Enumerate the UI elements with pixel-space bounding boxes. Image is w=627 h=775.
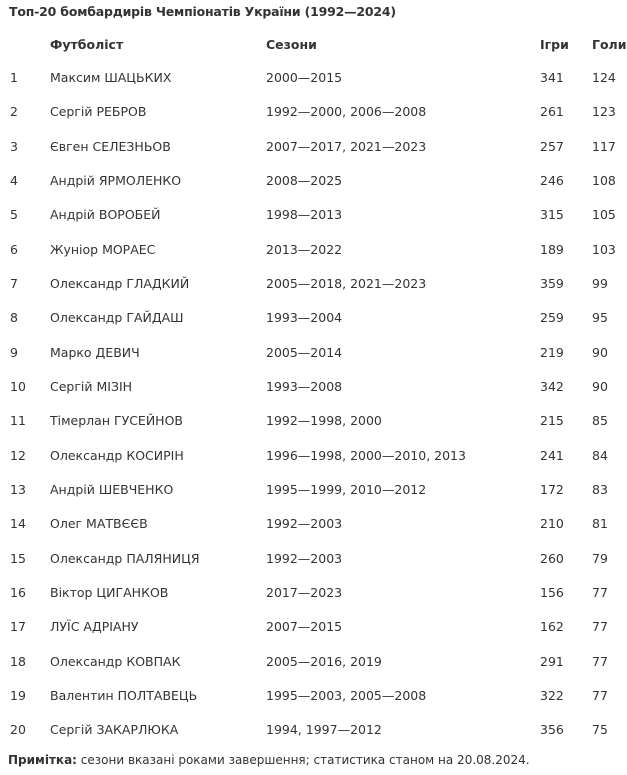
rank-cell: 17 xyxy=(10,619,26,635)
seasons-cell: 2017—2023 xyxy=(266,584,343,600)
rank-cell: 20 xyxy=(10,722,26,738)
table-row xyxy=(0,70,627,104)
footnote-label: Примітка: xyxy=(8,753,77,767)
column-header-player: Футболіст xyxy=(50,37,124,52)
table-row xyxy=(0,207,627,241)
table-row xyxy=(0,722,627,756)
games-cell: 219 xyxy=(540,344,564,360)
player-name-cell: Марко ДЕВИЧ xyxy=(50,344,140,360)
rank-cell: 15 xyxy=(10,550,26,566)
goals-cell: 99 xyxy=(592,275,608,291)
table-row xyxy=(0,379,627,413)
goals-cell: 123 xyxy=(592,104,616,120)
rank-cell: 2 xyxy=(10,104,18,120)
player-name-cell: Олександр КОВПАК xyxy=(50,653,181,669)
table-row xyxy=(0,345,627,379)
goals-cell: 124 xyxy=(592,70,616,85)
table-row xyxy=(0,242,627,276)
seasons-cell: 1995—1999, 2010—2012 xyxy=(266,481,427,497)
goals-cell: 84 xyxy=(592,447,608,463)
seasons-cell: 2005—2018, 2021—2023 xyxy=(266,275,427,291)
player-name-cell: Віктор ЦИГАНКОВ xyxy=(50,584,169,600)
rank-cell: 4 xyxy=(10,172,18,188)
goals-cell: 77 xyxy=(592,584,608,600)
player-name-cell: Олександр ГАЙДАШ xyxy=(50,310,184,326)
player-name-cell: Олег МАТВЄЄВ xyxy=(50,516,148,532)
rank-cell: 3 xyxy=(10,138,18,154)
goals-cell: 117 xyxy=(592,138,616,154)
player-name-cell: Тімерлан ГУСЕЙНОВ xyxy=(50,413,183,429)
column-header-games: Ігри xyxy=(540,37,569,52)
column-header-seasons: Сезони xyxy=(266,37,317,52)
games-cell: 260 xyxy=(540,550,564,566)
table-row xyxy=(0,448,627,482)
player-name-cell: Сергій ЗАКАРЛЮКА xyxy=(50,722,179,738)
games-cell: 210 xyxy=(540,516,564,532)
player-name-cell: Андрій ШЕВЧЕНКО xyxy=(50,481,174,497)
player-name-cell: Максим ШАЦЬКИХ xyxy=(50,70,172,85)
seasons-cell: 2008—2025 xyxy=(266,172,343,188)
seasons-cell: 1992—2003 xyxy=(266,550,343,566)
seasons-cell: 1992—2003 xyxy=(266,516,343,532)
seasons-cell: 1993—2004 xyxy=(266,310,343,326)
games-cell: 356 xyxy=(540,722,564,738)
table-row xyxy=(0,173,627,207)
seasons-cell: 2005—2014 xyxy=(266,344,343,360)
footnote-text: сезони вказані роками завершення; статистика станом на 20.08.2024. xyxy=(76,753,530,767)
table-row xyxy=(0,688,627,722)
player-name-cell: Жуніор МОРАЕС xyxy=(50,241,156,257)
seasons-cell: 1996—1998, 2000—2010, 2013 xyxy=(266,447,466,463)
player-name-cell: Валентин ПОЛТАВЕЦЬ xyxy=(50,687,198,703)
rank-cell: 11 xyxy=(10,413,26,429)
rank-cell: 18 xyxy=(10,653,26,669)
seasons-cell: 1995—2003, 2005—2008 xyxy=(266,687,427,703)
rank-cell: 1 xyxy=(10,70,18,85)
games-cell: 261 xyxy=(540,104,564,120)
table-row xyxy=(0,551,627,585)
goals-cell: 83 xyxy=(592,481,608,497)
games-cell: 172 xyxy=(540,481,564,497)
rank-cell: 13 xyxy=(10,481,26,497)
table-title: Топ-20 бомбардирів Чемпіонатів України (1992—2024) xyxy=(9,4,396,19)
rank-cell: 9 xyxy=(10,344,18,360)
games-cell: 322 xyxy=(540,687,564,703)
games-cell: 241 xyxy=(540,447,564,463)
rank-cell: 14 xyxy=(10,516,26,532)
table-row xyxy=(0,413,627,447)
seasons-cell: 2007—2015 xyxy=(266,619,343,635)
table-row xyxy=(0,619,627,653)
seasons-cell: 2013—2022 xyxy=(266,241,343,257)
player-name-cell: Олександр ГЛАДКИЙ xyxy=(50,275,190,291)
rank-cell: 6 xyxy=(10,241,18,257)
footnote xyxy=(8,753,530,767)
table-row xyxy=(0,276,627,310)
player-name-cell: Сергій РЕБРОВ xyxy=(50,104,147,120)
goals-cell: 105 xyxy=(592,207,616,223)
games-cell: 341 xyxy=(540,70,564,85)
rank-cell: 5 xyxy=(10,207,18,223)
games-cell: 359 xyxy=(540,275,564,291)
rank-cell: 7 xyxy=(10,275,18,291)
player-name-cell: Андрій ЯРМОЛЕНКО xyxy=(50,172,182,188)
goals-cell: 103 xyxy=(592,241,616,257)
table-row xyxy=(0,104,627,138)
player-name-cell: Олександр КОСИРІН xyxy=(50,447,184,463)
games-cell: 259 xyxy=(540,310,564,326)
games-cell: 315 xyxy=(540,207,564,223)
goals-cell: 77 xyxy=(592,619,608,635)
table-row xyxy=(0,139,627,173)
goals-cell: 108 xyxy=(592,172,616,188)
rank-cell: 8 xyxy=(10,310,18,326)
player-name-cell: Олександр ПАЛЯНИЦЯ xyxy=(50,550,200,566)
seasons-cell: 2000—2015 xyxy=(266,70,343,85)
player-name-cell: ЛУЇС АДРІАНУ xyxy=(50,619,139,635)
goals-cell: 77 xyxy=(592,653,608,669)
games-cell: 246 xyxy=(540,172,564,188)
games-cell: 291 xyxy=(540,653,564,669)
goals-cell: 90 xyxy=(592,344,608,360)
seasons-cell: 1994, 1997—2012 xyxy=(266,722,382,738)
seasons-cell: 2007—2017, 2021—2023 xyxy=(266,138,427,154)
seasons-cell: 1998—2013 xyxy=(266,207,343,223)
table-row xyxy=(0,310,627,344)
games-cell: 215 xyxy=(540,413,564,429)
column-header-goals: Голи xyxy=(592,37,627,52)
player-name-cell: Андрій ВОРОБЕЙ xyxy=(50,207,161,223)
goals-cell: 85 xyxy=(592,413,608,429)
player-name-cell: Сергій МІЗІН xyxy=(50,378,133,394)
goals-cell: 90 xyxy=(592,378,608,394)
table-row xyxy=(0,585,627,619)
table-row xyxy=(0,654,627,688)
rank-cell: 10 xyxy=(10,378,26,394)
goals-cell: 81 xyxy=(592,516,608,532)
rank-cell: 12 xyxy=(10,447,26,463)
seasons-cell: 1992—2000, 2006—2008 xyxy=(266,104,427,120)
table-row xyxy=(0,482,627,516)
seasons-cell: 1992—1998, 2000 xyxy=(266,413,382,429)
games-cell: 342 xyxy=(540,378,564,394)
rank-cell: 19 xyxy=(10,687,26,703)
seasons-cell: 2005—2016, 2019 xyxy=(266,653,382,669)
goals-cell: 77 xyxy=(592,687,608,703)
rank-cell: 16 xyxy=(10,584,26,600)
seasons-cell: 1993—2008 xyxy=(266,378,343,394)
table-row xyxy=(0,516,627,550)
games-cell: 162 xyxy=(540,619,564,635)
player-name-cell: Євген СЕЛЕЗНЬОВ xyxy=(50,138,171,154)
goals-cell: 75 xyxy=(592,722,608,738)
games-cell: 189 xyxy=(540,241,564,257)
games-cell: 156 xyxy=(540,584,564,600)
goals-cell: 79 xyxy=(592,550,608,566)
games-cell: 257 xyxy=(540,138,564,154)
goals-cell: 95 xyxy=(592,310,608,326)
